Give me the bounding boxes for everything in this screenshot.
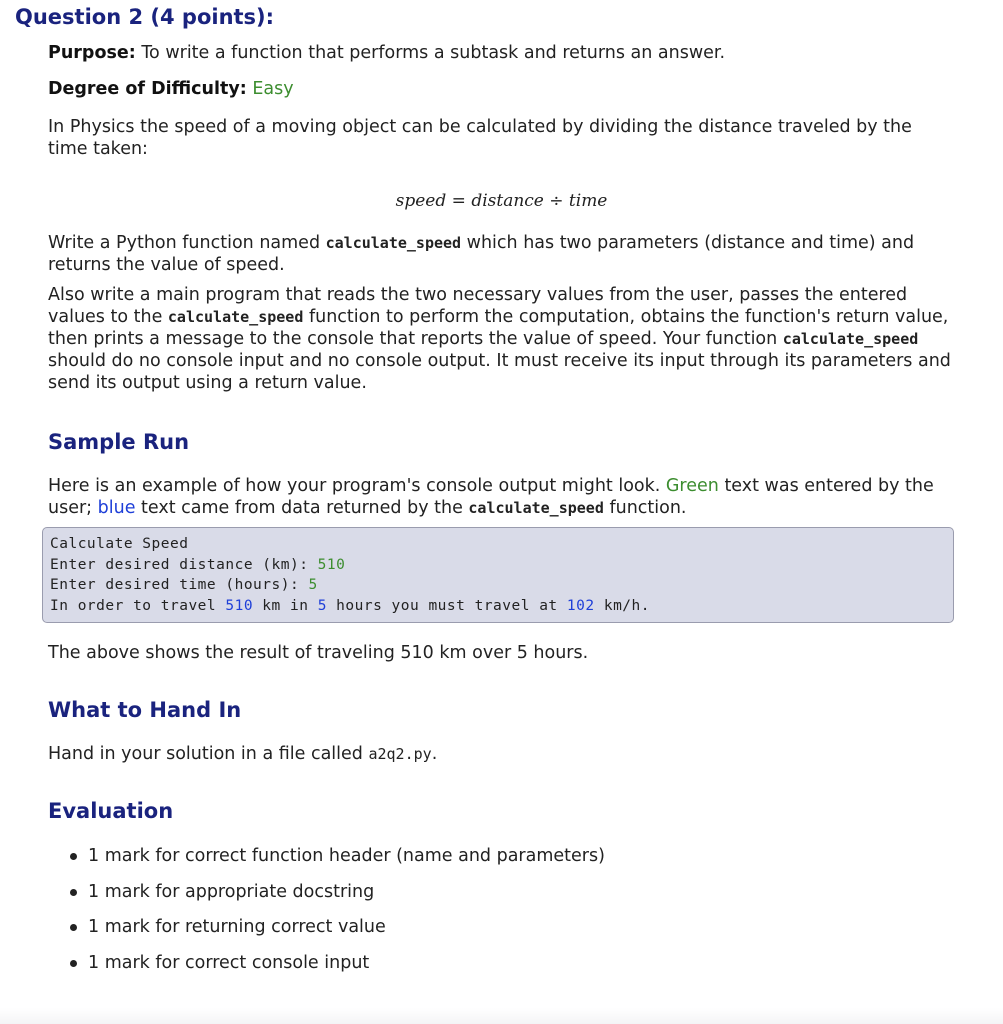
function-name-code: calculate_speed — [468, 499, 604, 517]
intro-paragraph — [48, 116, 954, 160]
purpose-label: Purpose: — [48, 43, 136, 63]
evaluation-item-text: 1 mark for correct function header (name and parameters) — [88, 846, 605, 866]
hand-in-text-a: Hand in your solution in a file called — [48, 744, 369, 764]
console-result-text-a: In order to travel — [50, 598, 226, 614]
console-line-2 — [50, 557, 345, 573]
formula-time: time — [568, 191, 608, 211]
bullet-icon — [70, 960, 77, 967]
sample-run-paragraph — [48, 475, 954, 519]
hand-in-filename: a2q2.py — [368, 745, 432, 763]
console-line-3 — [50, 577, 318, 593]
console-line-1: Calculate Speed — [50, 536, 189, 552]
para2-text-c: should do no console input and no console output. It must receive its input through its parameters and send its output using a return value. — [48, 351, 951, 393]
para1-text-b: which has two parameters (distance and time) and returns the value of speed. — [48, 233, 915, 275]
difficulty-line — [48, 78, 954, 100]
console-line-4 — [50, 598, 650, 614]
console-distance-input: 510 — [317, 557, 346, 573]
evaluation-item — [70, 843, 605, 879]
main-program-paragraph — [48, 284, 954, 394]
console-time-prompt: Enter desired time (hours): — [50, 577, 309, 593]
para1-text-a: Write a Python function named — [48, 233, 326, 253]
question-title: Question 2 (4 points): — [15, 5, 275, 29]
console-result-speed: 102 — [566, 598, 595, 614]
console-result-distance: 510 — [225, 598, 254, 614]
formula-distance: distance — [471, 191, 544, 211]
formula-lhs: speed — [395, 191, 447, 211]
sample-text-b: text was entered by the user; — [48, 476, 934, 518]
evaluation-item — [70, 879, 605, 915]
hand-in-heading: What to Hand In — [48, 698, 242, 722]
function-name-code: calculate_speed — [325, 234, 462, 252]
result-note-paragraph — [48, 642, 954, 664]
evaluation-item-text: 1 mark for returning correct value — [88, 917, 386, 937]
difficulty-value: Easy — [252, 79, 294, 99]
page-bottom-fade — [0, 1008, 1003, 1024]
console-output-box — [42, 527, 954, 623]
function-name-code: calculate_speed — [167, 308, 304, 326]
green-word: Green — [665, 476, 719, 496]
console-result-text-d: km/h. — [594, 598, 650, 614]
para2-text-b: function to perform the computation, obtains the function's return value, then prints a message to the console that reports the value of speed. Your function — [48, 307, 949, 349]
evaluation-item-text: 1 mark for appropriate docstring — [88, 881, 375, 902]
sample-text-c: text came from data returned by the — [135, 498, 469, 518]
hand-in-text-b: . — [431, 744, 438, 764]
evaluation-list — [70, 843, 605, 985]
evaluation-item — [70, 950, 605, 986]
console-result-text-c: hours you must travel at — [326, 598, 567, 614]
function-name-code: calculate_speed — [782, 330, 919, 348]
purpose-text: To write a function that performs a subtask and returns an answer. — [141, 43, 726, 63]
bullet-icon — [70, 853, 77, 860]
speed-formula — [0, 191, 1003, 211]
formula-equals: = — [451, 191, 466, 211]
evaluation-heading: Evaluation — [48, 799, 174, 823]
result-note-text: The above shows the result of traveling 510 km over 5 hours. — [48, 643, 589, 663]
console-distance-prompt: Enter desired distance (km): — [50, 557, 318, 573]
formula-divide: ÷ — [549, 191, 564, 211]
evaluation-item — [70, 914, 605, 950]
function-paragraph — [48, 232, 954, 276]
console-time-input: 5 — [308, 577, 318, 593]
console-result-text-b: km in — [253, 598, 318, 614]
hand-in-paragraph — [48, 743, 954, 765]
bullet-icon — [70, 889, 77, 896]
evaluation-item-text: 1 mark for correct console input — [88, 952, 370, 973]
purpose-line — [48, 42, 954, 64]
para2-text-a: Also write a main program that reads the two necessary values from the user, passes the entered values to the — [48, 285, 908, 327]
bullet-icon — [70, 924, 77, 931]
sample-run-heading: Sample Run — [48, 430, 190, 454]
intro-text: In Physics the speed of a moving object can be calculated by dividing the distance traveled by the time taken: — [48, 117, 912, 159]
sample-text-d: function. — [603, 498, 687, 518]
difficulty-label: Degree of Difficulty: — [48, 79, 247, 99]
sample-text-a: Here is an example of how your program's console output might look. — [48, 476, 666, 496]
blue-word: blue — [97, 498, 136, 518]
console-result-time: 5 — [317, 598, 327, 614]
